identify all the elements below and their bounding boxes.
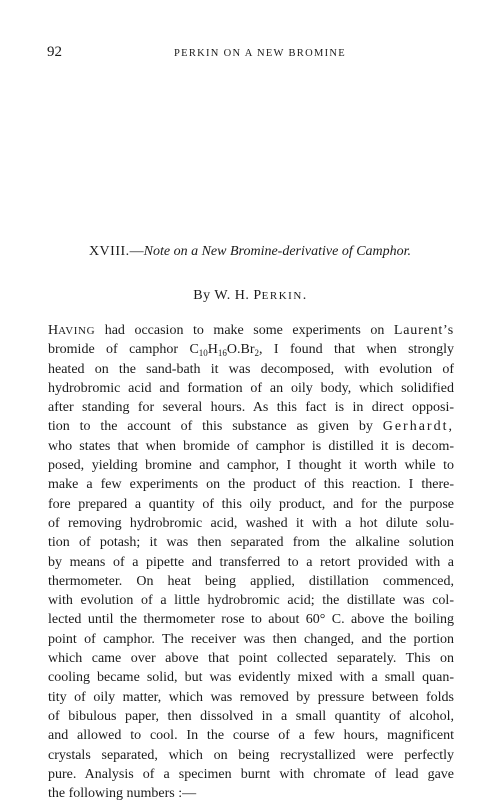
line-text: , I found that when strongly [259,342,455,358]
text-line: pure. Analysis of a specimen burnt with chromate of lead gave [48,766,454,782]
text-line: posed, yielding bromine and camphor, I thought it worth while to [48,458,454,474]
lead-capital: H [48,323,59,338]
text-line: of bibulous paper, then dissolved in a small quantity of alcohol, [48,708,454,724]
author-byline [47,288,453,304]
text-line [48,417,454,436]
text-line: make a few experiments on the product of this reaction. I there- [48,477,454,493]
byline-end: . [302,288,307,303]
subscript: 10 [198,348,208,359]
text-line: hydrobromic acid and formation of an oily body, which solidified [48,380,454,396]
page-header [47,44,453,64]
text-line: fore prepared a quantity of this oily product, and for the purpose [48,496,454,512]
text-line: of removing hydrobromic acid, washed it with a hot dilute solu- [48,515,454,531]
text-line: the following numbers :— [48,786,197,802]
article-title [47,244,453,260]
line-text: had occasion to make some experiments on [95,323,394,338]
page-number: 92 [47,44,62,60]
text-line: which came over above that point collected separately. This on [48,651,454,667]
lead-small-caps: AVING [58,325,96,337]
text-line: crystals separated, which on being recrystallized were perfectly [48,747,454,763]
text-line: who states that when bromide of camphor is distilled it is decom- [48,438,454,454]
subscript: 16 [217,348,227,359]
formula-part: O.Br [226,342,255,358]
text-line: lected until the thermometer rose to about 60° C. above the boiling [48,612,454,628]
subscript: 2 [254,348,260,359]
text-line: by means of a pipette and transferred to a retort provided with a [48,554,454,570]
text-line: thermometer. On heat being applied, distillation commenced, [48,573,454,589]
title-dash: — [129,244,144,259]
name-gerhardt: Gerhardt, [382,419,454,435]
text-line: tity of oily matter, which was removed by pressure between folds [48,689,454,705]
line-text: bromide of camphor C [48,342,199,358]
body-paragraph [48,321,454,803]
byline-rest: ERKIN [261,290,303,302]
formula-part: H [207,342,218,358]
section-number: XVIII. [88,244,130,259]
text-line: after standing for several hours. As this fact is in direct opposi- [48,400,454,416]
text-line: and allowed to cool. In the course of a few hours, magnificent [48,728,454,744]
text-line: cooling became solid, but was evidently mixed with a small quan- [48,670,454,686]
line-text: tion to the account of this substance as given by [48,419,383,435]
text-line: point of camphor. The receiver was then changed, and the portion [48,631,454,647]
text-line: heated on the sand-bath it was decomposed, with evolution of [48,361,454,377]
text-line: tion of potash; it was then separated from the alkaline solution [48,535,454,551]
byline-prefix: By W. H. [193,288,254,303]
text-line [48,340,454,359]
running-head: PERKIN ON A NEW BROMINE [173,48,347,59]
byline-initial: P [253,288,262,303]
text-line [48,321,454,340]
text-line: with evolution of a little hydrobromic acid; the distillate was col- [48,593,454,609]
title-text: Note on a New Bromine-derivative of Camphor. [143,244,412,259]
name-laurent: Laurent’s [393,323,454,338]
